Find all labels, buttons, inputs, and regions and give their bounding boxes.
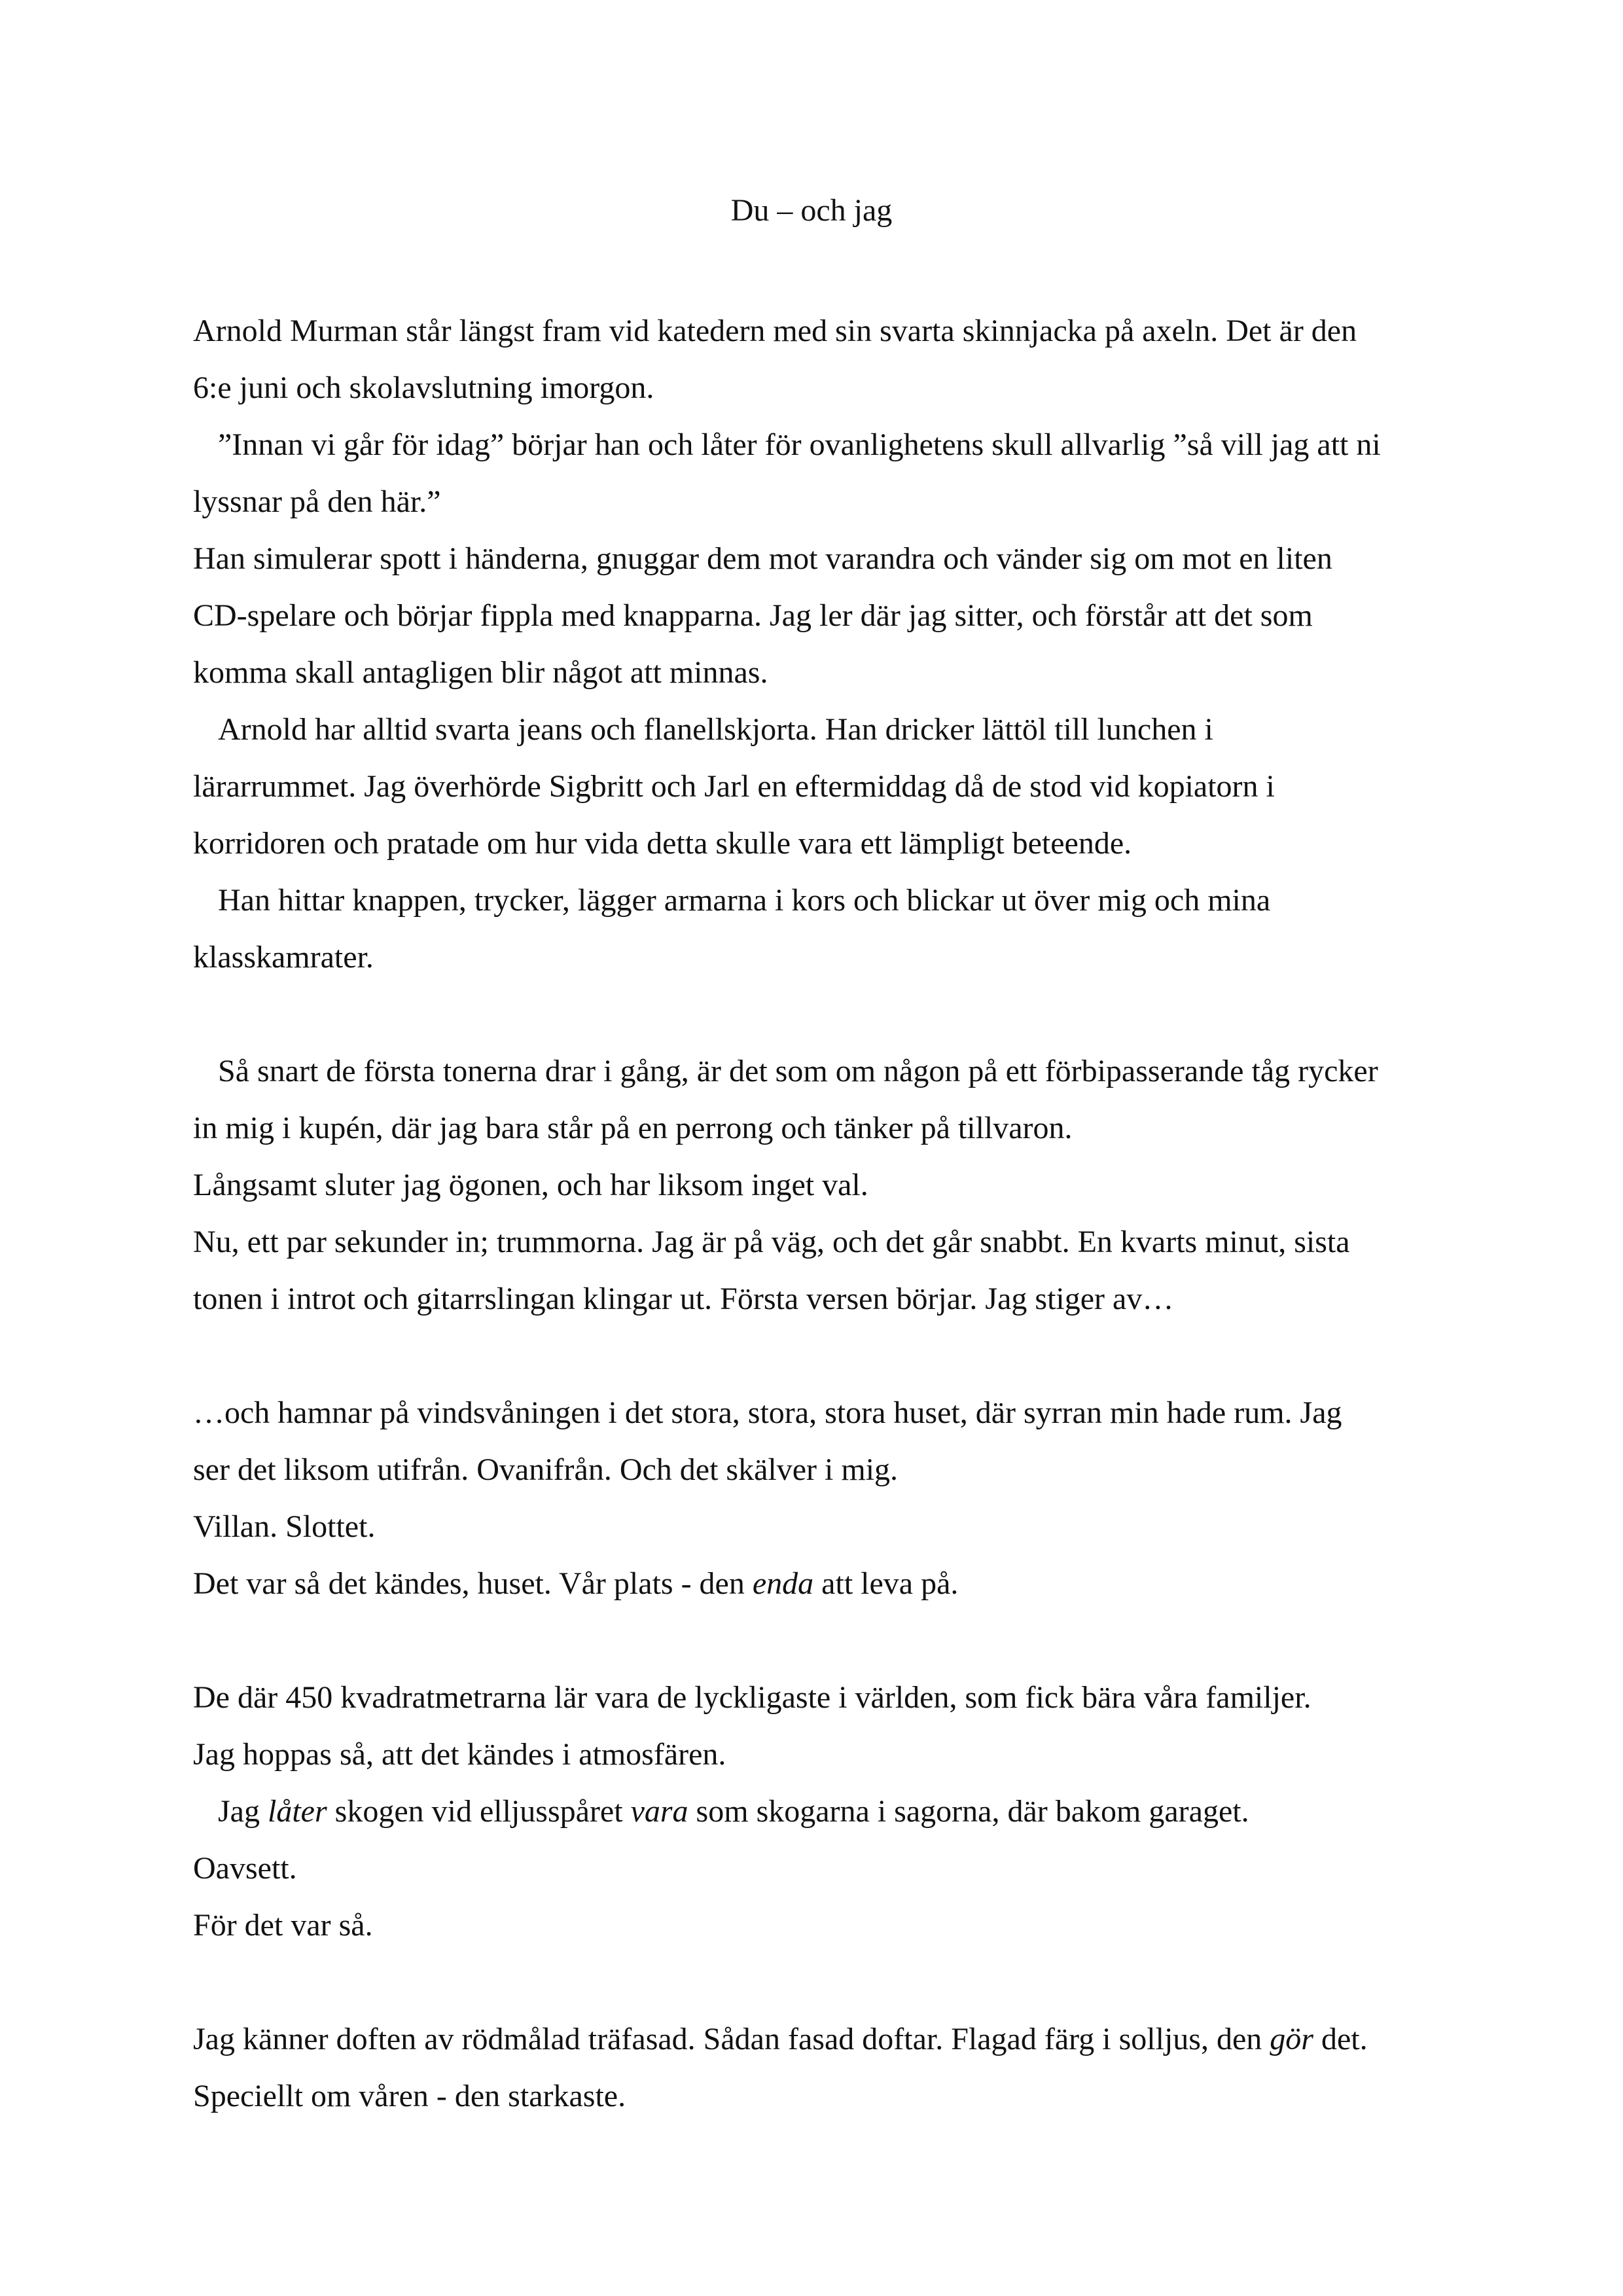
text-line — [193, 2011, 1469, 2068]
text-line: ”Innan vi går för idag” börjar han och låter för ovanlighetens skull allvarlig ”så vill jag att ni — [218, 427, 1381, 462]
text-run: det. — [1313, 2022, 1368, 2056]
text-line: Speciellt om våren - den starkaste. — [193, 2079, 626, 2113]
text-line: lyssnar på den här.” — [193, 484, 441, 519]
paragraph-gap — [193, 986, 1469, 1043]
text-line: korridoren och pratade om hur vida detta skulle vara ett lämpligt beteende. — [193, 826, 1132, 861]
text-line: lärarrummet. Jag överhörde Sigbritt och Jarl en eftermiddag då de stod vid kopiatorn i — [193, 769, 1275, 804]
text-line: Arnold har alltid svarta jeans och flanellskjorta. Han dricker lättöl till lunchen i — [218, 712, 1213, 747]
text-line: Långsamt sluter jag ögonen, och har liksom inget val. — [193, 1168, 868, 1202]
text-line: Oavsett. — [193, 1851, 297, 1886]
text-line: ser det liksom utifrån. Ovanifrån. Och det skälver i mig. — [193, 1452, 899, 1487]
emphasis-text: gör — [1270, 2022, 1313, 2056]
text-line: CD-spelare och börjar fippla med knapparna. Jag ler där jag sitter, och förstår att det som — [193, 598, 1313, 633]
text-line: Arnold Murman står längst fram vid katedern med sin svarta skinnjacka på axeln. Det är den — [193, 314, 1357, 348]
emphasis-text: vara — [630, 1794, 688, 1829]
text-run: Det var så det kändes, huset. Vår plats - den — [193, 1566, 753, 1601]
text-run: Jag känner doften av rödmålad träfasad. Sådan fasad doftar. Flagad färg i solljus, den — [193, 2022, 1270, 2056]
text-line: De där 450 kvadratmetrarna lär vara de lyckligaste i världen, som fick bära våra familjer. — [193, 1680, 1311, 1715]
text-line: Han hittar knappen, trycker, lägger armarna i kors och blickar ut över mig och mina — [218, 883, 1271, 918]
text-run: Jag — [218, 1794, 268, 1829]
text-run: att leva på. — [813, 1566, 959, 1601]
paragraph-gap — [193, 1612, 1469, 1669]
text-line: Villan. Slottet. — [193, 1509, 376, 1544]
emphasis-text: låter — [267, 1794, 327, 1829]
emphasis-text: enda — [752, 1566, 814, 1601]
text-line: klasskamrater. — [193, 940, 374, 975]
text-line: in mig i kupén, där jag bara står på en perrong och tänker på tillvaron. — [193, 1111, 1073, 1145]
paragraph-gap — [193, 1327, 1469, 1384]
text-line: komma skall antagligen blir något att minnas. — [193, 655, 768, 690]
text-line: Så snart de första tonerna drar i gång, är det som om någon på ett förbipasserande tåg rycker — [218, 1054, 1378, 1088]
text-line: För det var så. — [193, 1908, 373, 1943]
document-body — [193, 302, 1469, 2125]
text-line: Han simulerar spott i händerna, gnuggar dem mot varandra och vänder sig om mot en liten — [193, 541, 1332, 576]
text-line: tonen i introt och gitarrslingan klingar ut. Första versen börjar. Jag stiger av… — [193, 1282, 1174, 1316]
document-title: Du – och jag — [730, 193, 893, 228]
paragraph-gap — [193, 1954, 1469, 2011]
text-line — [193, 1555, 1469, 1612]
text-run: som skogarna i sagorna, där bakom garaget. — [688, 1794, 1249, 1829]
text-line — [193, 1783, 1469, 1840]
text-line: Nu, ett par sekunder in; trummorna. Jag är på väg, och det går snabbt. En kvarts minut, sista — [193, 1225, 1350, 1259]
text-line: Jag hoppas så, att det kändes i atmosfären. — [193, 1737, 726, 1772]
text-line: 6:e juni och skolavslutning imorgon. — [193, 370, 654, 405]
text-line: …och hamnar på vindsvåningen i det stora, stora, stora huset, där syrran min hade rum. Jag — [193, 1395, 1342, 1430]
text-run: skogen vid elljusspåret — [327, 1794, 631, 1829]
